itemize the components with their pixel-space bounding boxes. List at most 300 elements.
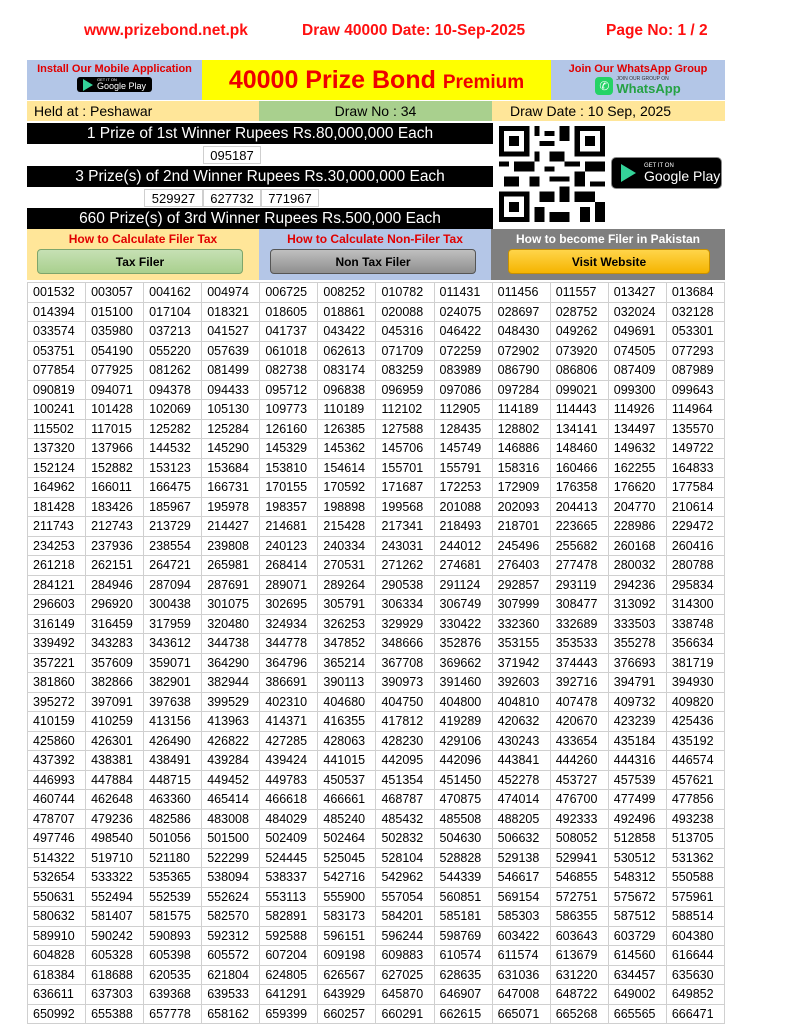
whatsapp-text: Join Our WhatsApp Group xyxy=(568,63,708,75)
prize-number-cell: 463360 xyxy=(144,790,202,810)
prize-number-cell: 585181 xyxy=(434,907,492,927)
table-row xyxy=(28,926,725,946)
prize-number-cell: 158316 xyxy=(492,458,550,478)
prize-number-cell: 353533 xyxy=(550,634,608,654)
prize-number-cell: 049262 xyxy=(550,322,608,342)
prize-number-cell: 552539 xyxy=(144,887,202,907)
top-header xyxy=(0,22,791,44)
prize-number-cell: 094071 xyxy=(86,380,144,400)
prize-number-cell: 646907 xyxy=(434,985,492,1005)
prize-number-cell: 268414 xyxy=(260,556,318,576)
prize-number-cell: 450537 xyxy=(318,770,376,790)
prize-number-cell: 550588 xyxy=(666,868,724,888)
prize-number-cell: 240123 xyxy=(260,536,318,556)
prize-number-cell: 195978 xyxy=(202,497,260,517)
prize-number-cell: 010782 xyxy=(376,283,434,303)
prize-number-cell: 164833 xyxy=(666,458,724,478)
prize-number-cell: 416355 xyxy=(318,712,376,732)
prize-number-cell: 417812 xyxy=(376,712,434,732)
prize-number-cell: 117015 xyxy=(86,419,144,439)
prize-number-cell: 448715 xyxy=(144,770,202,790)
prize-number-cell: 442096 xyxy=(434,751,492,771)
prize-number-cell: 648722 xyxy=(550,985,608,1005)
prize-number-cell: 115502 xyxy=(28,419,86,439)
prize-number-cell: 501500 xyxy=(202,829,260,849)
prize-number-cell: 112102 xyxy=(376,400,434,420)
prize-number-cell: 603422 xyxy=(492,926,550,946)
prize-number-cell: 453727 xyxy=(550,770,608,790)
prize-number-cell: 125284 xyxy=(202,419,260,439)
prize-number-cell: 435184 xyxy=(608,731,666,751)
prize-number-cell: 476700 xyxy=(550,790,608,810)
prize-number-cell: 099021 xyxy=(550,380,608,400)
prize-number-cell: 148460 xyxy=(550,439,608,459)
prize-number-cell: 048430 xyxy=(492,322,550,342)
prize-number-cell: 006725 xyxy=(260,283,318,303)
promo-banner xyxy=(27,60,725,100)
prize-number-cell: 462648 xyxy=(86,790,144,810)
prize-number-cell: 521180 xyxy=(144,848,202,868)
prize-number-cell: 649002 xyxy=(608,985,666,1005)
prize-number-cell: 425436 xyxy=(666,712,724,732)
filer-tax-heading[interactable]: How to Calculate Filer Tax xyxy=(68,232,218,246)
prize-number-cell: 094378 xyxy=(144,380,202,400)
prize-number-cell: 218701 xyxy=(492,517,550,537)
prize-number-cell: 529138 xyxy=(492,848,550,868)
prize-number-cell: 357609 xyxy=(86,653,144,673)
prize-number-cell: 296603 xyxy=(28,595,86,615)
prize-number-cell: 145706 xyxy=(376,439,434,459)
prize-number-cell: 086790 xyxy=(492,361,550,381)
table-row xyxy=(28,653,725,673)
prize-number-cell: 294236 xyxy=(608,575,666,595)
prize-number-cell: 102069 xyxy=(144,400,202,420)
prize-number-cell: 492333 xyxy=(550,809,608,829)
prize-number-cell: 502832 xyxy=(376,829,434,849)
prize-number-cell: 443841 xyxy=(492,751,550,771)
prize-number-cell: 637303 xyxy=(86,985,144,1005)
prize-number-cell: 145290 xyxy=(202,439,260,459)
prize-number-cell: 575961 xyxy=(666,887,724,907)
prize-number-cell: 289264 xyxy=(318,575,376,595)
prize-number-cell: 665268 xyxy=(550,1004,608,1024)
prize-number-cell: 270531 xyxy=(318,556,376,576)
prize-number-cell: 364796 xyxy=(260,653,318,673)
prize-number-cell: 645870 xyxy=(376,985,434,1005)
google-play-badge-large[interactable] xyxy=(611,157,722,189)
prize-number-cell: 359071 xyxy=(144,653,202,673)
prize-number-cell: 655388 xyxy=(86,1004,144,1024)
prize-number-cell: 145329 xyxy=(260,439,318,459)
prize-number-cell: 037213 xyxy=(144,322,202,342)
prize-number-cell: 352876 xyxy=(434,634,492,654)
prize-number-cell: 271262 xyxy=(376,556,434,576)
table-row xyxy=(28,575,725,595)
prize-number-cell: 504630 xyxy=(434,829,492,849)
prize-number-cell: 211743 xyxy=(28,517,86,537)
prize-number-cell: 493238 xyxy=(666,809,724,829)
prize-number-cell: 419289 xyxy=(434,712,492,732)
prize-number-cell: 239808 xyxy=(202,536,260,556)
prize-number-cell: 114443 xyxy=(550,400,608,420)
prize-number-cell: 135570 xyxy=(666,419,724,439)
prize-number-cell: 392716 xyxy=(550,673,608,693)
prize-number-cell: 610574 xyxy=(434,946,492,966)
prize-number-cell: 326253 xyxy=(318,614,376,634)
prize-number-cell: 125282 xyxy=(144,419,202,439)
prize-number-cell: 449783 xyxy=(260,770,318,790)
prize-number-cell: 083259 xyxy=(376,361,434,381)
prize-number-cell: 605328 xyxy=(86,946,144,966)
prize-number-cell: 546855 xyxy=(550,868,608,888)
prize-number-cell: 439424 xyxy=(260,751,318,771)
prize-number-cell: 237936 xyxy=(86,536,144,556)
prize-number-cell: 426301 xyxy=(86,731,144,751)
prize-number-cell: 347852 xyxy=(318,634,376,654)
prize-number-cell: 320480 xyxy=(202,614,260,634)
prize-number-cell: 077925 xyxy=(86,361,144,381)
prize-number-cell: 024075 xyxy=(434,302,492,322)
table-row xyxy=(28,887,725,907)
prize-number-cell: 032024 xyxy=(608,302,666,322)
prize-number-cell: 344738 xyxy=(202,634,260,654)
prize-number-cell: 049691 xyxy=(608,322,666,342)
prize-number-cell: 153684 xyxy=(202,458,260,478)
prize-number-cell: 018605 xyxy=(260,302,318,322)
prize-number-cell: 508052 xyxy=(550,829,608,849)
prize-number-cell: 404750 xyxy=(376,692,434,712)
gp-big-text: Google Play xyxy=(96,81,147,91)
prize-number-cell: 127588 xyxy=(376,419,434,439)
prize-number-cell: 603643 xyxy=(550,926,608,946)
prize-number-cell: 357221 xyxy=(28,653,86,673)
prize-number-cell: 198357 xyxy=(260,497,318,517)
prize-number-cell: 468787 xyxy=(376,790,434,810)
prize-number-cell: 162255 xyxy=(608,458,666,478)
prize-number-cell: 316149 xyxy=(28,614,86,634)
table-row xyxy=(28,497,725,517)
prize-number-cell: 611574 xyxy=(492,946,550,966)
prize-number-cell: 338748 xyxy=(666,614,724,634)
prize-number-cell: 522299 xyxy=(202,848,260,868)
qr-code-icon[interactable] xyxy=(499,126,605,222)
prize-number-cell: 011431 xyxy=(434,283,492,303)
prize-number-cell: 404680 xyxy=(318,692,376,712)
prize-number-cell: 155791 xyxy=(434,458,492,478)
prize-number-cell: 484029 xyxy=(260,809,318,829)
prize-number-cell: 330422 xyxy=(434,614,492,634)
prize-number-cell: 634457 xyxy=(608,965,666,985)
prize-number-cell: 332689 xyxy=(550,614,608,634)
prize-number-cell: 097284 xyxy=(492,380,550,400)
prize-number-cell: 172909 xyxy=(492,478,550,498)
prize-number-cell: 099643 xyxy=(666,380,724,400)
prize-number-cell: 238554 xyxy=(144,536,202,556)
prize-number-cell: 426822 xyxy=(202,731,260,751)
prize-number-cell: 413156 xyxy=(144,712,202,732)
draw-info-row xyxy=(27,101,725,121)
prize-number-cell: 041527 xyxy=(202,322,260,342)
gp-large-small-text: GET IT ON xyxy=(644,163,674,169)
prize-number-cell: 081262 xyxy=(144,361,202,381)
prize-number-cell: 110189 xyxy=(318,400,376,420)
prize-number-cell: 101428 xyxy=(86,400,144,420)
prize-number-cell: 083989 xyxy=(434,361,492,381)
table-row xyxy=(28,283,725,303)
prize-number-cell: 109773 xyxy=(260,400,318,420)
prize-number-cell: 533322 xyxy=(86,868,144,888)
prize-number-cell: 218493 xyxy=(434,517,492,537)
table-row xyxy=(28,673,725,693)
prize-number-cell: 262151 xyxy=(86,556,144,576)
prize-number-cell: 620535 xyxy=(144,965,202,985)
prize-number-cell: 287691 xyxy=(202,575,260,595)
prize-number-cell: 126160 xyxy=(260,419,318,439)
prize-number-cell: 045316 xyxy=(376,322,434,342)
prize-number-cell: 603729 xyxy=(608,926,666,946)
prize-number-cell: 020088 xyxy=(376,302,434,322)
first-prize-label: 1 Prize of 1st Winner Rupees Rs.80,000,000 Each xyxy=(27,123,493,144)
prize-number-cell: 449452 xyxy=(202,770,260,790)
prize-number-cell: 439284 xyxy=(202,751,260,771)
table-row xyxy=(28,634,725,654)
prize-number-cell: 302695 xyxy=(260,595,318,615)
prize-number-cell: 409820 xyxy=(666,692,724,712)
prize-number-cell: 332360 xyxy=(492,614,550,634)
prize-number-cell: 324934 xyxy=(260,614,318,634)
visit-website-button[interactable]: Visit Website xyxy=(508,249,710,274)
prize-number-cell: 274681 xyxy=(434,556,492,576)
prize-number-cell: 316459 xyxy=(86,614,144,634)
prize-number-cell: 614560 xyxy=(608,946,666,966)
prize-number-cell: 428230 xyxy=(376,731,434,751)
prize-number-cell: 466661 xyxy=(318,790,376,810)
prize-number-cell: 413963 xyxy=(202,712,260,732)
prize-number-cell: 420670 xyxy=(550,712,608,732)
prize-number-cell: 177584 xyxy=(666,478,724,498)
prize-number-cell: 636611 xyxy=(28,985,86,1005)
prize-number-cell: 643929 xyxy=(318,985,376,1005)
tax-filer-button[interactable]: Tax Filer xyxy=(37,249,243,274)
prize-number-cell: 055220 xyxy=(144,341,202,361)
prize-number-cell: 306334 xyxy=(376,595,434,615)
title-suffix: Premium xyxy=(442,72,525,93)
gp-small-text: GET IT ON xyxy=(96,77,117,82)
prize-number-cell: 172253 xyxy=(434,478,492,498)
prize-number-cell: 170592 xyxy=(318,478,376,498)
prize-number-cell: 535365 xyxy=(144,868,202,888)
prize-number-cell: 590893 xyxy=(144,926,202,946)
draw-info: Draw 40000 Date: 10-Sep-2025 xyxy=(302,22,526,39)
prize-number-cell: 343283 xyxy=(86,634,144,654)
prize-number-cell: 658162 xyxy=(202,1004,260,1024)
prize-number-cell: 613679 xyxy=(550,946,608,966)
prize-number-cell: 426490 xyxy=(144,731,202,751)
prize-number-cell: 001532 xyxy=(28,283,86,303)
table-row xyxy=(28,712,725,732)
prize-number-cell: 353155 xyxy=(492,634,550,654)
prize-number-cell: 276403 xyxy=(492,556,550,576)
prize-number-cell: 596244 xyxy=(376,926,434,946)
table-row xyxy=(28,751,725,771)
prize-number-cell: 011557 xyxy=(550,283,608,303)
prize-number-cell: 581407 xyxy=(86,907,144,927)
become-filer-heading[interactable]: How to become Filer in Pakistan xyxy=(515,232,701,246)
prize-number-cell: 201088 xyxy=(434,497,492,517)
prize-number-cell: 306749 xyxy=(434,595,492,615)
prize-number-cell: 538094 xyxy=(202,868,260,888)
non-tax-filer-button[interactable]: Non Tax Filer xyxy=(270,249,476,274)
prize-number-cell: 214681 xyxy=(260,517,318,537)
prize-number-cell: 532654 xyxy=(28,868,86,888)
prize-number-cell: 410259 xyxy=(86,712,144,732)
prize-number-cell: 635630 xyxy=(666,965,724,985)
prize-number-cell: 146886 xyxy=(492,439,550,459)
table-row xyxy=(28,829,725,849)
prize-number-cell: 329929 xyxy=(376,614,434,634)
prize-number-cell: 074505 xyxy=(608,341,666,361)
prize-number-cell: 183426 xyxy=(86,497,144,517)
prize-number-cell: 317959 xyxy=(144,614,202,634)
prize-number-cell: 134497 xyxy=(608,419,666,439)
prize-number-cell: 626567 xyxy=(318,965,376,985)
prize-number-cell: 433654 xyxy=(550,731,608,751)
prize-number-cell: 550631 xyxy=(28,887,86,907)
prize-number-cell: 364290 xyxy=(202,653,260,673)
prize-number-cell: 386691 xyxy=(260,673,318,693)
prize-number-cell: 470875 xyxy=(434,790,492,810)
prize-number-cell: 166475 xyxy=(144,478,202,498)
prize-number-cell: 046422 xyxy=(434,322,492,342)
prize-number-cell: 621804 xyxy=(202,965,260,985)
prize-number-cell: 314300 xyxy=(666,595,724,615)
google-play-icon xyxy=(621,164,636,182)
table-row xyxy=(28,595,725,615)
table-row xyxy=(28,400,725,420)
prize-number-cell: 542716 xyxy=(318,868,376,888)
prize-number-cell: 382944 xyxy=(202,673,260,693)
prize-number-cell: 457539 xyxy=(608,770,666,790)
prize-number-cell: 514322 xyxy=(28,848,86,868)
prize-number-cell: 087989 xyxy=(666,361,724,381)
prize-number-cell: 004162 xyxy=(144,283,202,303)
table-row xyxy=(28,770,725,790)
prize-number-cell: 397091 xyxy=(86,692,144,712)
prize-number-cell: 077854 xyxy=(28,361,86,381)
prize-number-cell: 018321 xyxy=(202,302,260,322)
nonfiler-tax-panel xyxy=(259,229,491,280)
prize-number-cell: 555900 xyxy=(318,887,376,907)
prize-number-cell: 437392 xyxy=(28,751,86,771)
prize-number-cell: 397638 xyxy=(144,692,202,712)
prize-number-cell: 293119 xyxy=(550,575,608,595)
prize-number-cell: 438381 xyxy=(86,751,144,771)
prize-number-cell: 234253 xyxy=(28,536,86,556)
prize-number-cell: 199568 xyxy=(376,497,434,517)
prize-number-cell: 624805 xyxy=(260,965,318,985)
prize-number-cell: 204413 xyxy=(550,497,608,517)
prize-number-cell: 284121 xyxy=(28,575,86,595)
prize-number-cell: 160466 xyxy=(550,458,608,478)
prize-number-cell: 114964 xyxy=(666,400,724,420)
prize-number-cell: 018861 xyxy=(318,302,376,322)
title-panel xyxy=(202,60,551,100)
prize-number-cell: 492496 xyxy=(608,809,666,829)
tax-links-row xyxy=(27,229,725,280)
prize-number-cell: 628635 xyxy=(434,965,492,985)
prize-number-cell: 530512 xyxy=(608,848,666,868)
google-play-badge-small[interactable] xyxy=(77,77,152,92)
table-row xyxy=(28,790,725,810)
table-row xyxy=(28,556,725,576)
prize-number-cell: 343612 xyxy=(144,634,202,654)
prize-number-cell: 028697 xyxy=(492,302,550,322)
prize-number-cell: 152882 xyxy=(86,458,144,478)
wa-small-text: JOIN OUR GROUP ON xyxy=(616,76,669,82)
prize-number-cell: 423239 xyxy=(608,712,666,732)
prize-number-cell: 524445 xyxy=(260,848,318,868)
prize-number-cell: 033574 xyxy=(28,322,86,342)
app-install-panel xyxy=(27,60,202,100)
whatsapp-badge[interactable] xyxy=(595,77,680,95)
website-link[interactable]: www.prizebond.net.pk xyxy=(84,22,248,39)
prize-number-cell: 290538 xyxy=(376,575,434,595)
become-filer-panel xyxy=(491,229,725,280)
table-row xyxy=(28,458,725,478)
table-row xyxy=(28,614,725,634)
prize-number-cell: 152124 xyxy=(28,458,86,478)
prize-number-cell: 618384 xyxy=(28,965,86,985)
prize-number-cell: 665565 xyxy=(608,1004,666,1024)
prize-number-cell: 280032 xyxy=(608,556,666,576)
prize-number-cell: 289071 xyxy=(260,575,318,595)
prize-number-cell: 105130 xyxy=(202,400,260,420)
prize-number-cell: 531362 xyxy=(666,848,724,868)
prize-number-cell: 128802 xyxy=(492,419,550,439)
prize-number-cell: 073920 xyxy=(550,341,608,361)
prize-number-cell: 210614 xyxy=(666,497,724,517)
prize-number-cell: 498540 xyxy=(86,829,144,849)
winning-numbers-table xyxy=(27,282,725,1024)
prize-number-cell: 043422 xyxy=(318,322,376,342)
prize-number-cell: 300438 xyxy=(144,595,202,615)
nonfiler-tax-heading[interactable]: How to Calculate Non-Filer Tax xyxy=(287,232,463,246)
held-at: Held at : Peshawar xyxy=(27,101,259,121)
prize-number-cell: 355278 xyxy=(608,634,666,654)
table-row xyxy=(28,302,725,322)
table-row xyxy=(28,419,725,439)
prize-number-cell: 032128 xyxy=(666,302,724,322)
table-row xyxy=(28,478,725,498)
google-play-icon xyxy=(83,79,93,91)
prize-number-cell: 404810 xyxy=(492,692,550,712)
prize-number-cell: 428063 xyxy=(318,731,376,751)
prize-number-cell: 280788 xyxy=(666,556,724,576)
prize-number-cell: 647008 xyxy=(492,985,550,1005)
prize-number-cell: 014394 xyxy=(28,302,86,322)
prize-number-cell: 028752 xyxy=(550,302,608,322)
table-row xyxy=(28,322,725,342)
prize-number-cell: 660257 xyxy=(318,1004,376,1024)
prize-number-cell: 627025 xyxy=(376,965,434,985)
prize-number-cell: 560851 xyxy=(434,887,492,907)
prize-number-cell: 096838 xyxy=(318,380,376,400)
prize-number-cell: 609198 xyxy=(318,946,376,966)
prize-number-cell: 502409 xyxy=(260,829,318,849)
prize-number-cell: 444260 xyxy=(550,751,608,771)
wa-big-text: WhatsApp xyxy=(616,81,681,96)
install-app-text: Install Our Mobile Application xyxy=(37,63,192,75)
